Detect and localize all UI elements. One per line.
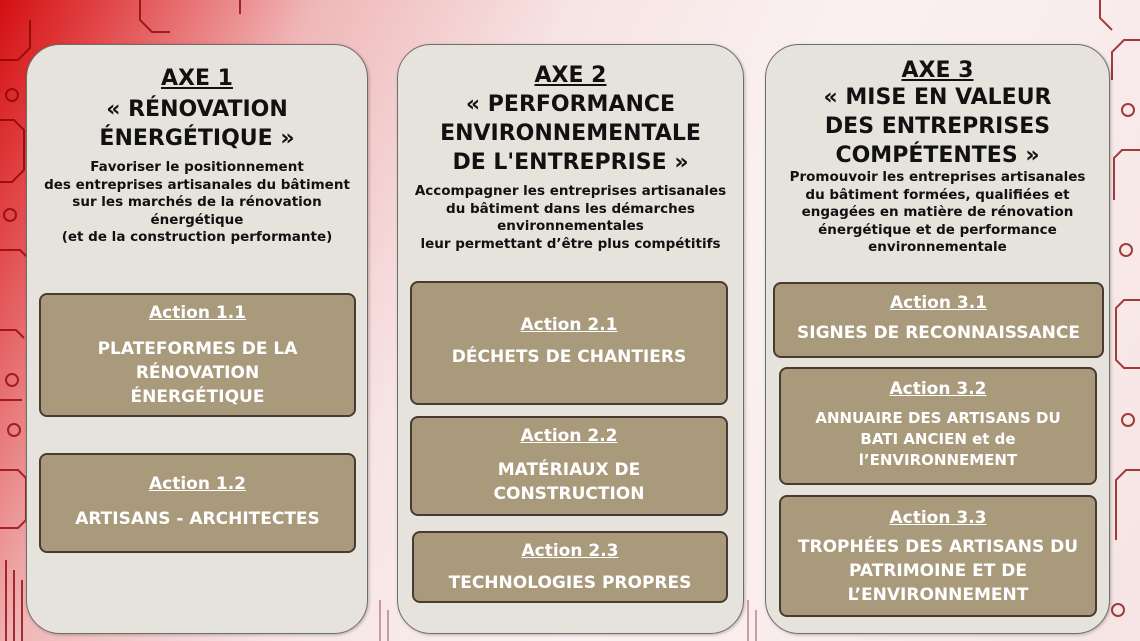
axe-1-panel [26, 44, 368, 634]
axe-2-subtitle: « PERFORMANCE ENVIRONNEMENTALE DE L'ENTREPRISE » [440, 92, 701, 175]
axe-2-description: Accompagner les entreprises artisanales du bâtiment dans les démarches environnementales leur permettant d’être plus compétitifs [414, 183, 727, 252]
axe-2-panel [397, 44, 744, 634]
action-3-2-label: Action 3.2 [889, 379, 987, 399]
axe-1-title: AXE 1 [161, 66, 233, 91]
action-2-3-box[interactable] [412, 531, 728, 603]
axe-3-subtitle: « MISE EN VALEUR DES ENTREPRISES COMPÉTENTES » [823, 85, 1052, 168]
axe-1-description: Favoriser le positionnement des entreprises artisanales du bâtiment sur les marchés de la rénovation énergétique (et de la construction performante) [44, 159, 350, 245]
axe-3-description: Promouvoir les entreprises artisanales du bâtiment formées, qualifiées et engagées en matière de rénovation énergétique et de performance environnementale [789, 169, 1086, 255]
action-1-1-text: PLATEFORMES DE LA RÉNOVATION ÉNERGÉTIQUE [97, 339, 298, 407]
action-3-1-text: SIGNES DE RECONNAISSANCE [797, 323, 1080, 343]
axe-2-title: AXE 2 [534, 63, 607, 88]
action-2-2-text: MATÉRIAUX DE CONSTRUCTION [493, 460, 645, 504]
action-1-1-label: Action 1.1 [148, 303, 246, 323]
action-3-3-text: TROPHÉES DES ARTISANS DU PATRIMOINE ET DE L’ENVIRONNEMENT [797, 537, 1079, 605]
action-1-2-text: ARTISANS - ARCHITECTES [75, 509, 320, 529]
action-3-3-box[interactable] [779, 495, 1097, 617]
action-1-2-box[interactable] [39, 453, 356, 553]
action-2-1-label: Action 2.1 [520, 315, 618, 335]
action-2-2-box[interactable] [410, 416, 728, 516]
action-3-3-label: Action 3.3 [889, 508, 987, 528]
action-2-1-text: DÉCHETS DE CHANTIERS [451, 347, 687, 367]
action-1-1-box[interactable] [39, 293, 356, 417]
action-3-2-text: ANNUAIRE DES ARTISANS DU BATI ANCIEN et de l’ENVIRONNEMENT [815, 409, 1061, 469]
axe-1-subtitle: « RÉNOVATION ÉNERGÉTIQUE » [99, 97, 295, 151]
action-2-3-text: TECHNOLOGIES PROPRES [448, 573, 692, 593]
action-2-1-box[interactable] [410, 281, 728, 405]
action-2-2-label: Action 2.2 [520, 426, 618, 446]
action-3-2-box[interactable] [779, 367, 1097, 485]
axe-3-title: AXE 3 [901, 58, 974, 83]
action-1-2-label: Action 1.2 [148, 474, 246, 494]
action-3-1-box[interactable] [773, 282, 1104, 358]
action-3-1-label: Action 3.1 [889, 293, 987, 313]
axe-3-panel [765, 44, 1110, 634]
action-2-3-label: Action 2.3 [521, 541, 619, 561]
